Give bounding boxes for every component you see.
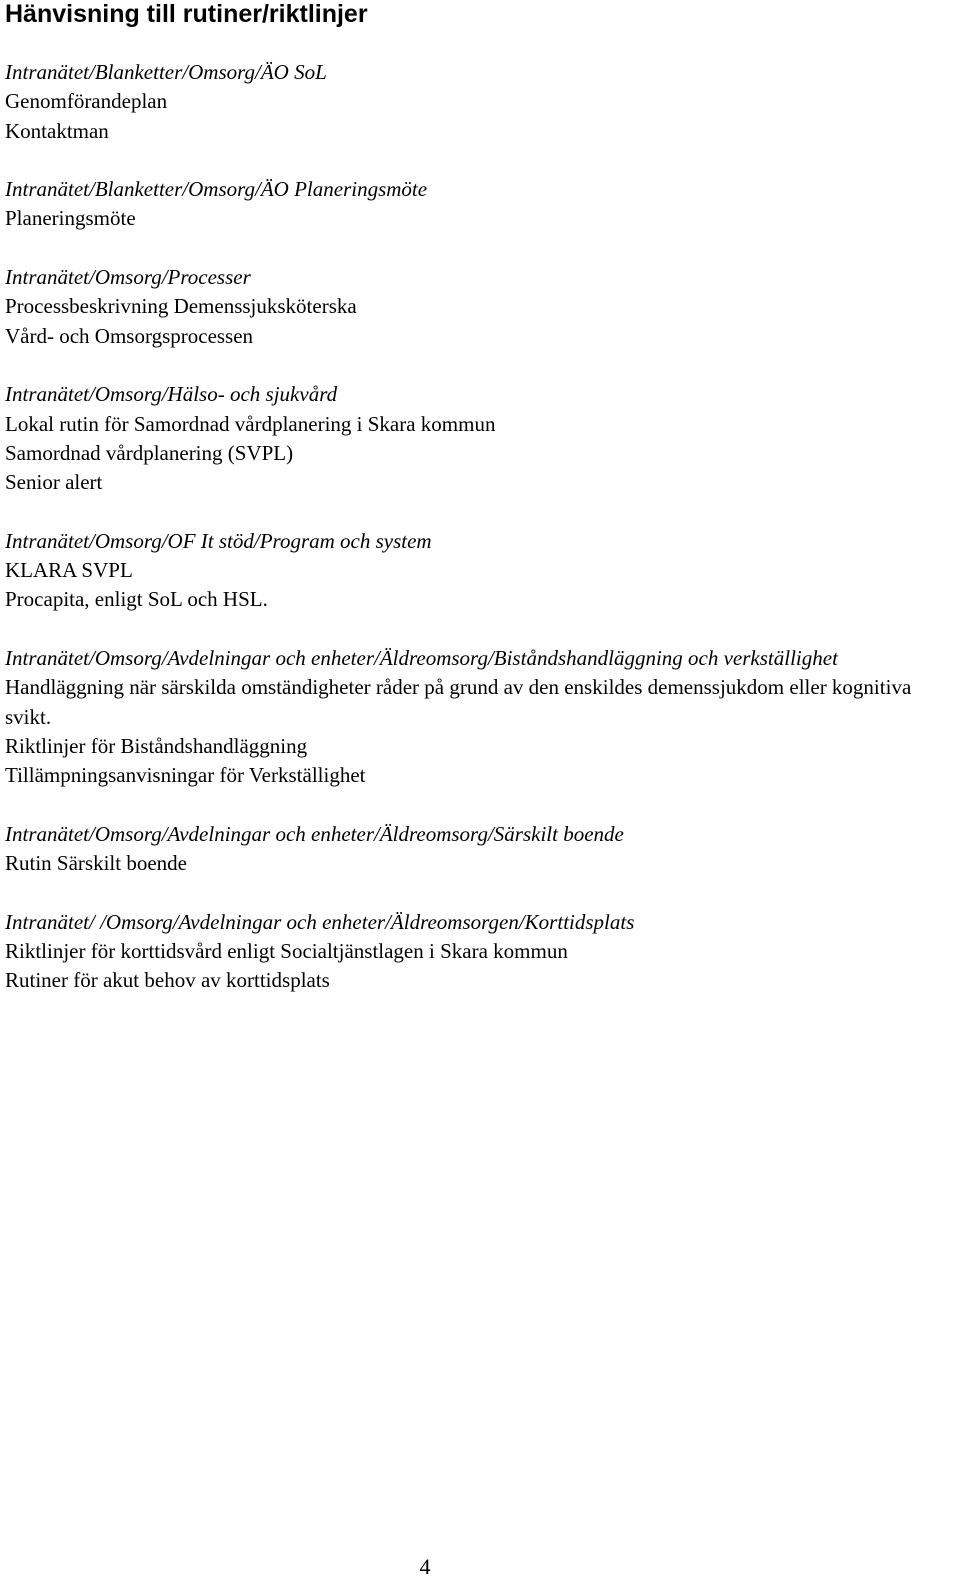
section-entry: Vård- och Omsorgsprocessen bbox=[5, 323, 254, 348]
section-entry: Samordnad vårdplanering (SVPL) bbox=[5, 440, 294, 465]
section-entry: Rutiner för akut behov av korttidsplats bbox=[5, 968, 330, 993]
section-bistandshandlaggning bbox=[5, 644, 955, 790]
section-sarskilt-boende bbox=[5, 820, 955, 879]
section-blanketter-sol bbox=[5, 58, 955, 146]
section-path: Intranätet/Blanketter/Omsorg/ÄO Planeringsmöte bbox=[5, 177, 428, 202]
section-path: Intranätet/Omsorg/Avdelningar och enheter/Äldreomsorg/Särskilt boende bbox=[5, 821, 624, 846]
section-it-stod bbox=[5, 527, 955, 615]
section-path: Intranätet/ /Omsorg/Avdelningar och enheter/Äldreomsorgen/Korttidsplats bbox=[5, 909, 635, 934]
section-entry: Tillämpningsanvisningar för Verkställighet bbox=[5, 763, 366, 788]
section-entry: Kontaktman bbox=[5, 118, 109, 143]
section-processer bbox=[5, 263, 955, 351]
section-entry: Processbeskrivning Demenssjuksköterska bbox=[5, 294, 357, 319]
reference-list bbox=[5, 58, 955, 1025]
section-path: Intranätet/Omsorg/Processer bbox=[5, 265, 251, 290]
section-path: Intranätet/Omsorg/OF It stöd/Program och system bbox=[5, 528, 432, 553]
section-path: Intranätet/Omsorg/Avdelningar och enheter/Äldreomsorg/Biståndshandläggning och verkställighet bbox=[5, 645, 838, 670]
section-entry: Riktlinjer för korttidsvård enligt Socialtjänstlagen i Skara kommun bbox=[5, 938, 568, 963]
section-entry: Rutin Särskilt boende bbox=[5, 851, 187, 876]
section-entry: KLARA SVPL bbox=[5, 558, 133, 583]
section-entry: Riktlinjer för Biståndshandläggning bbox=[5, 733, 308, 758]
page-number: 4 bbox=[419, 1554, 431, 1579]
section-korttidsplats bbox=[5, 908, 955, 996]
page-heading: Hänvisning till rutiner/riktlinjer bbox=[5, 0, 368, 28]
section-entry: Planeringsmöte bbox=[5, 206, 136, 231]
section-entry: Procapita, enligt SoL och HSL. bbox=[5, 587, 268, 612]
section-entry: Handläggning när särskilda omständigheter råder på grund av den enskildes demenssjukdom eller kognitiva svikt. bbox=[5, 675, 912, 729]
section-entry: Lokal rutin för Samordnad vårdplanering i Skara kommun bbox=[5, 411, 496, 436]
section-path: Intranätet/Omsorg/Hälso- och sjukvård bbox=[5, 382, 338, 407]
section-entry: Senior alert bbox=[5, 470, 103, 495]
section-blanketter-planeringsmote bbox=[5, 175, 955, 234]
section-path: Intranätet/Blanketter/Omsorg/ÄO SoL bbox=[5, 60, 327, 84]
section-halso-sjukvard bbox=[5, 380, 955, 497]
section-entry: Genomförandeplan bbox=[5, 89, 168, 114]
